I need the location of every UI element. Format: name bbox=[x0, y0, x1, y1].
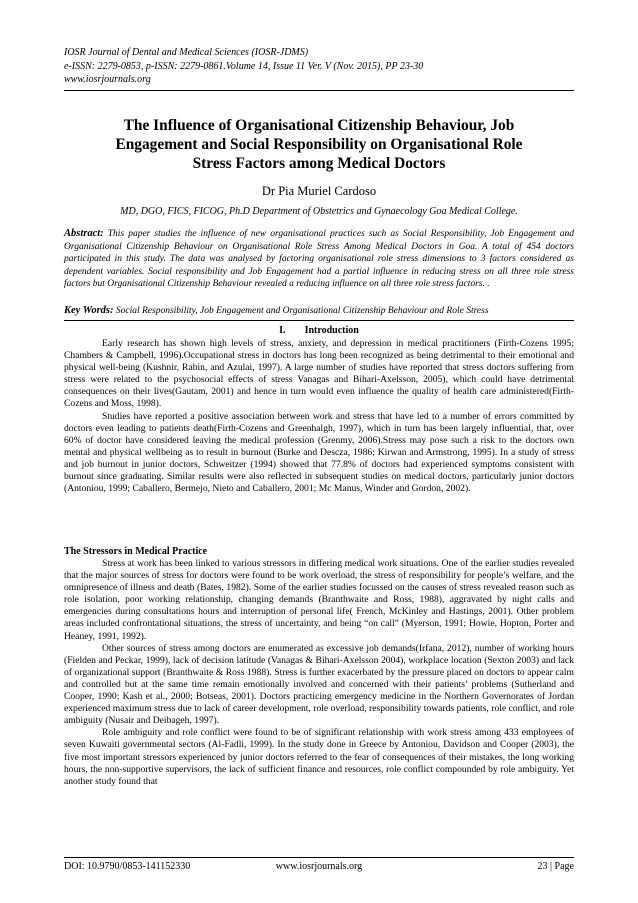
paragraph: Studies have reported a positive association between work and stress that have led to a number of errors committed by doctors even leading to patients death(Firth-Cozens and Greenhalgh, 1997), which in turn has been largely influential, that, over 60% of doctor have considered leaving the medical profession (Grenmy, 2006).Stress may pose such a risk to the doctors own mental and physical wellbeing as to result in burnout (Burke and Descza, 1986; Kirwan and Armstrong, 1995). In a study of stress and job burnout in junior doctors, Schweitzer (1994) showed that 77.8% of doctors had experienced symptoms consistent with burnout since graduating. Similar results were also reflected in subsequent studies on medical doctors, particularly junior doctors (Antoniou, 1999; Caballero, Bermejo, Nieto and Caballero, 2001; Mc Manus, Winder and Gordon, 2002). bbox=[64, 410, 574, 495]
keywords-text: Social Responsibility, Job Engagement and Organisational Citizenship Behaviour and Role Stress bbox=[115, 306, 489, 316]
journal-issn: e-ISSN: 2279-0853, p-ISSN: 2279-0861.Volume 14, Issue 11 Ver. V (Nov. 2015), PP 23-30 bbox=[64, 60, 424, 72]
footer-divider bbox=[64, 857, 574, 858]
journal-website[interactable]: www.iosrjournals.org bbox=[64, 74, 151, 85]
paper-page bbox=[64, 0, 574, 903]
section-number: I. bbox=[279, 325, 286, 336]
footer-doi: DOI: 10.9790/0853-141152330 bbox=[64, 861, 191, 872]
introduction-body bbox=[64, 338, 574, 495]
author-name: Dr Pia Muriel Cardoso bbox=[261, 184, 377, 198]
abstract-text: This paper studies the influence of new organisational practices such as Social Responsibility, Job Engagement and Organisational Citizenship Behaviour on Organisational Role Stress Among Medical Doctors in Goa. A total of 454 doctors participated in this study. The data was analysed by factoring organisational role stress dimensions to 3 factors considered as dependent variables. Social responsibility and Job Engagement had a partial influence in reducing stress on all three role stress factors but Organisational Citizenship Behaviour revealed a reducing influence on all three role stress factors. . bbox=[64, 229, 575, 289]
paragraph: Other sources of stress among doctors are enumerated as excessive job demands(Irfana, 2012), number of working hours (Fielden and Peckar, 1999), lack of decision latitude (Vanagas & Bihari-Axelsson 2004), workplace location (Sexton 2003) and lack of organizational support (Branthwaite & Ross 1988). Stress is further exacerbated by the pressure placed on doctors to appear calm and controlled but at the same time remain emotionally involved and concerned with their patients’ problems (Sutherland and Cooper, 1990; Kash et al., 2000; Botseas, 2001). Doctors practicing emergency medicine in the Northern Governorates of Jordan experienced maximum stress due to lack of career development, role overload, responsibility towards patients, role conflict, and role ambiguity (Nusair and Deibageh, 1997). bbox=[64, 642, 574, 727]
section-heading bbox=[64, 325, 574, 336]
keywords bbox=[64, 305, 574, 316]
keywords-label: Key Words: bbox=[64, 305, 114, 316]
keywords-divider bbox=[64, 320, 574, 321]
header-divider bbox=[64, 90, 574, 91]
title-line-2: Engagement and Social Responsibility on Organisational Role bbox=[115, 136, 523, 153]
journal-header bbox=[64, 46, 574, 87]
title-line-1: The Influence of Organisational Citizenship Behaviour, Job bbox=[123, 117, 515, 134]
title-line-3: Stress Factors among Medical Doctors bbox=[192, 155, 446, 172]
footer-website[interactable]: www.iosrjournals.org bbox=[275, 861, 363, 872]
abstract-label: Abstract: bbox=[64, 228, 104, 239]
subsection-heading: The Stressors in Medical Practice bbox=[64, 546, 208, 557]
paragraph: Role ambiguity and role conflict were found to be of significant relationship with work stress among 433 employees of seven Kuwaiti governmental sectors (Al-Fadli, 1999). In the study done in Greece by Antoniou, Davidson and Cooper (2003), the five most important stressors experienced by junior doctors referred to the fear of consequences of their mistakes, the long working hours, the non-supportive supervisors, the lack of sufficient finance and resources, role conflict compounded by role ambiguity. Yet another study found that bbox=[64, 727, 574, 787]
paper-title bbox=[64, 116, 574, 173]
footer-page-number: 23 | Page bbox=[537, 861, 574, 872]
abstract bbox=[64, 228, 574, 291]
paragraph: Stress at work has been linked to various stressors in differing medical work situations. One of the earlier studies revealed that the major sources of stress for doctors were found to be work overload, the stress of responsibility for people’s welfare, and the omnipresence of illness and death (Bates, 1982). Some of the earlier studies focussed on the causes of stress revealed reason such as role isolation, poor working relationship, changing demands (Branthwaite and Ross, 1988), aggravated by night calls and emergencies during consultations hours and interruption of personal life( French, McKinley and Hastings, 2001). Other problem areas included confrontational situations, the stress of uncertainty, and being “on call” (Myerson, 1991; Howie, Hopton, Porter and Heaney, 1991, 1992). bbox=[64, 558, 574, 642]
stressors-body bbox=[64, 558, 574, 788]
journal-name: IOSR Journal of Dental and Medical Sciences (IOSR-JDMS) bbox=[64, 47, 309, 58]
paragraph: Early research has shown high levels of stress, anxiety, and depression in medical practitioners (Firth-Cozens 1995; Chambers & Campbell, 1996).Occupational stress in doctors has long been recognized as being detrimental to their emotional and physical well-being (Kushnir, Rabin, and Azulai, 1997). A large number of studies have reported that stress doctors suffering from stress were related to the psychosocial effects of stress Vanagas and Bihari-Axelsson, 2005), which could have detrimental consequences on their lives(Gautam, 2001) and hence in turn would even influence the quality of health care administered(Firth-Cozens and Moss, 1998). bbox=[64, 338, 574, 410]
section-title: Introduction bbox=[304, 325, 359, 336]
author-affiliation: MD, DGO, FICS, FICOG, Ph.D Department of Obstetrics and Gynaecology Goa Medical College. bbox=[120, 206, 518, 217]
